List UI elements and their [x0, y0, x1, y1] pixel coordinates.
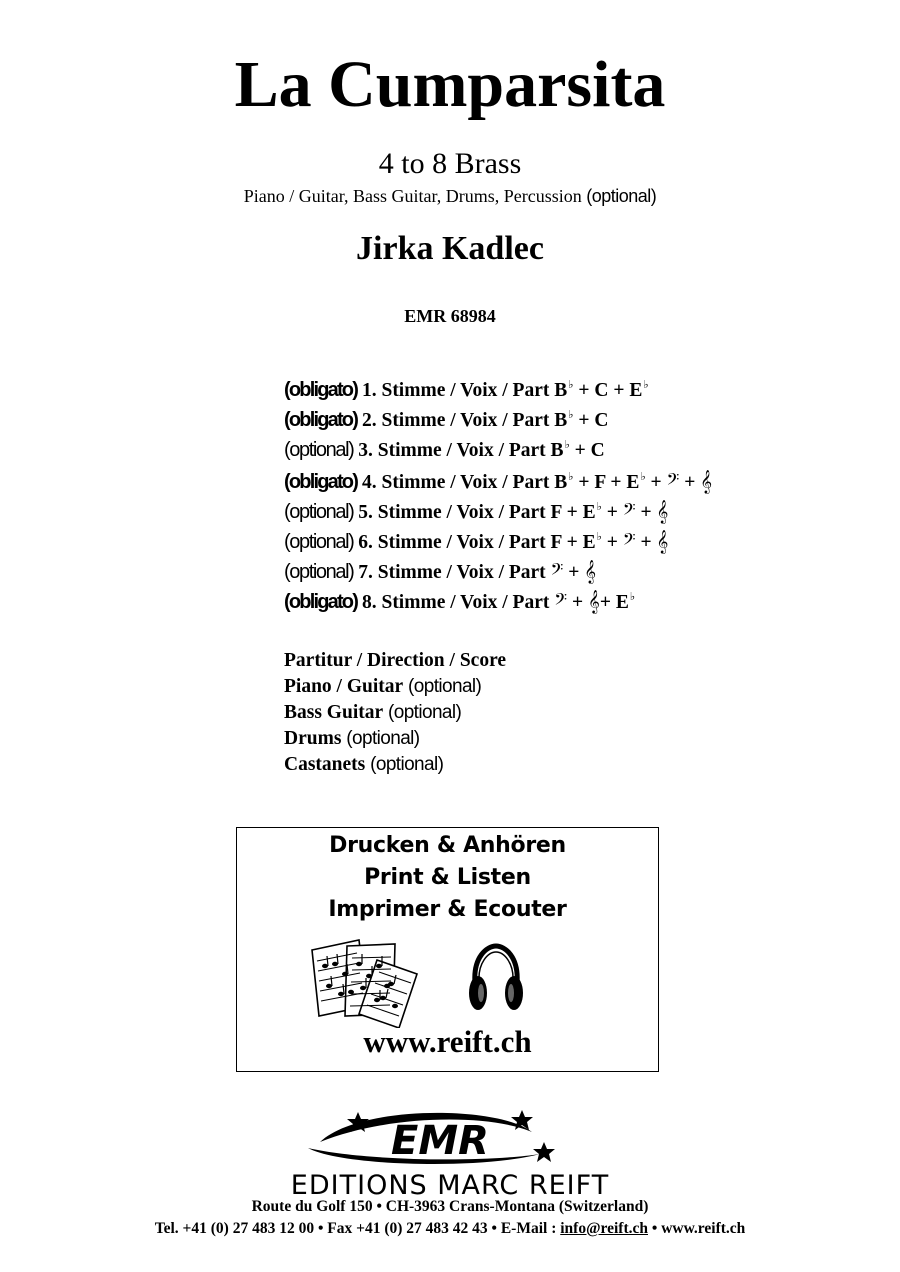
part-description — [353, 528, 669, 553]
part-number: 5. — [358, 501, 373, 523]
part-status: (obligato) — [284, 409, 358, 432]
part-number: 6. — [358, 531, 373, 553]
part-description — [353, 559, 597, 584]
print-listen-box — [236, 827, 659, 1072]
extra-part-label: Bass Guitar — [284, 702, 384, 723]
part-keys: 𝄢 + 𝄞 — [550, 559, 597, 584]
promo-line-german: Drucken & Anhören — [329, 833, 566, 858]
extra-part-note: (optional) — [346, 728, 420, 749]
instrumentation-text: Piano / Guitar, Bass Guitar, Drums, Percussion — [243, 186, 582, 206]
part-keys: F + E♭ + 𝄢 + 𝄞 — [550, 528, 669, 553]
promo-url[interactable]: www.reift.ch — [363, 1024, 532, 1059]
extra-part-label: Castanets — [284, 754, 366, 775]
part-row — [284, 375, 844, 405]
extra-part-note: (optional) — [370, 754, 444, 775]
part-description — [357, 380, 648, 401]
extra-part-row — [284, 700, 784, 726]
part-number: 7. — [358, 562, 373, 584]
part-row — [284, 466, 844, 496]
extra-part-row — [284, 726, 784, 752]
part-status: (optional) — [284, 500, 354, 523]
part-keys: B♭ + C — [550, 439, 605, 462]
extra-part-row — [284, 752, 784, 778]
part-number: 3. — [358, 440, 373, 462]
part-label: Stimme / Voix / Part — [377, 562, 546, 584]
part-row — [284, 526, 844, 556]
extra-part-row — [284, 674, 784, 700]
sheet-music-icon — [307, 936, 422, 1028]
extra-part-label: Piano / Guitar — [284, 676, 404, 697]
part-row — [284, 556, 844, 586]
part-status: (optional) — [284, 439, 354, 462]
part-description — [353, 440, 604, 461]
publisher-name: EDITIONS MARC REIFT — [290, 1170, 610, 1201]
part-row — [284, 435, 844, 465]
instrumentation-line — [0, 187, 900, 207]
subtitle: 4 to 8 Brass — [378, 147, 522, 180]
extra-part-label: Partitur / Direction / Score — [284, 650, 507, 671]
part-description — [353, 498, 669, 523]
email-label: E-Mail : — [500, 1220, 557, 1237]
part-label: Stimme / Voix / Part — [381, 380, 550, 401]
part-label: Stimme / Voix / Part — [381, 471, 550, 493]
part-number: 1. — [361, 380, 377, 401]
part-keys: B♭ + C — [554, 409, 609, 432]
promo-line-french: Imprimer & Ecouter — [328, 897, 567, 922]
part-keys: B♭ + C + E♭ — [554, 379, 649, 401]
part-row — [284, 586, 844, 616]
logo-text: EMR — [391, 1118, 489, 1164]
part-number: 2. — [361, 410, 377, 432]
part-keys: B♭ + F + E♭ + 𝄢 + 𝄞 — [554, 468, 713, 493]
email-link[interactable]: info@reift.ch — [560, 1220, 648, 1237]
publisher-address: Route du Golf 150 • CH-3963 Crans-Montana (Switzerland) — [251, 1198, 649, 1215]
phone-number: Tel. +41 (0) 27 483 12 00 — [154, 1220, 315, 1237]
extra-part-row — [284, 648, 784, 674]
part-label: Stimme / Voix / Part — [377, 501, 546, 523]
part-status: (obligato) — [284, 379, 358, 401]
part-label: Stimme / Voix / Part — [381, 410, 550, 432]
part-label: Stimme / Voix / Part — [377, 531, 546, 553]
part-description — [357, 410, 608, 431]
part-keys: F + E♭ + 𝄢 + 𝄞 — [550, 498, 669, 523]
headphones-icon — [467, 943, 525, 1015]
part-row — [284, 496, 844, 526]
part-status: (obligato) — [284, 470, 358, 493]
emr-logo — [300, 1108, 600, 1170]
page-title: La Cumparsita — [234, 48, 666, 121]
extras-list — [284, 648, 784, 778]
parts-list — [284, 375, 844, 617]
part-description — [357, 468, 713, 493]
fax-number: Fax +41 (0) 27 483 42 43 — [327, 1220, 488, 1237]
extra-part-note: (optional) — [388, 702, 462, 723]
publisher-contact: Tel. +41 (0) 27 483 12 00 • Fax +41 (0) 27 483 42 43 • E-Mail : info@reift.ch • www.reift.ch — [154, 1220, 746, 1237]
part-number: 4. — [361, 471, 377, 493]
part-status: (optional) — [284, 530, 354, 553]
part-status: (obligato) — [284, 591, 358, 614]
part-label: Stimme / Voix / Part — [377, 440, 546, 462]
part-keys: 𝄢 + 𝄞+ E♭ — [554, 589, 636, 614]
extra-part-note: (optional) — [408, 676, 482, 697]
part-number: 8. — [361, 592, 377, 614]
part-row — [284, 405, 844, 435]
part-description — [357, 589, 636, 614]
promo-line-english: Print & Listen — [364, 865, 531, 890]
website-link[interactable]: www.reift.ch — [661, 1220, 746, 1237]
catalog-number: EMR 68984 — [404, 306, 496, 326]
instrumentation-note: (optional) — [586, 186, 657, 206]
extra-part-label: Drums — [284, 728, 342, 749]
part-label: Stimme / Voix / Part — [381, 592, 550, 614]
composer-name: Jirka Kadlec — [356, 230, 544, 267]
part-status: (optional) — [284, 561, 354, 584]
